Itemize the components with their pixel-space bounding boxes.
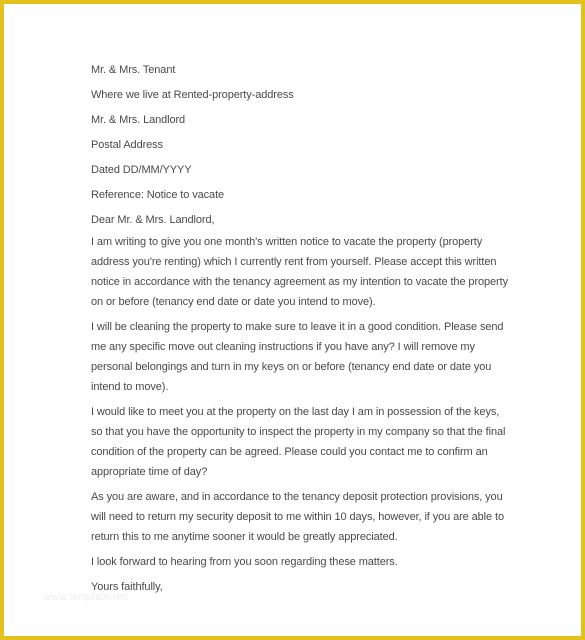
letter-date: Dated DD/MM/YYYY (91, 164, 192, 176)
paragraph-cleaning: I will be cleaning the property to make sure to leave it in a good condition. Please send me any specific move out cleaning instructions if you have any? I will remove my personal belongings and turn in my keys on or before (tenancy end date or date you intend to move). (91, 321, 504, 393)
paragraph-closing-remark: I look forward to hearing from you soon regarding these matters. (91, 556, 398, 568)
sign-off: Yours faithfully, (91, 581, 163, 593)
letter-reference: Reference: Notice to vacate (91, 189, 225, 201)
salutation: Dear Mr. & Mrs. Landlord, (91, 214, 215, 226)
paragraph-notice: I am writing to give you one month's written notice to vacate the property (property address you're renting) which I currently rent from yourself. Please accept this written notice in accordance with the tenancy agreement as my intention to vacate the property on or before (tenancy end date or date you intend to move). (91, 236, 508, 308)
landlord-address: Postal Address (91, 139, 163, 151)
paragraph-inspection: I would like to meet you at the property on the last day I am in possession of the keys, so that you have the opportunity to inspect the property in my company so that the final condition of the property can be agreed. Please could you contact me to confirm an appropriate time of day? (91, 406, 506, 478)
tenant-address: Where we live at Rented-property-address (91, 89, 294, 101)
paragraph-deposit: As you are aware, and in accordance to the tenancy deposit protection provisions, you will need to return my security deposit to me within 10 days, however, if you are able to return this to me anytime sooner it would be greatly appreciated. (91, 491, 504, 543)
watermark: www.template.net (44, 592, 128, 603)
tenant-name: Mr. & Mrs. Tenant (91, 64, 176, 76)
letter-body (91, 62, 511, 602)
landlord-name: Mr. & Mrs. Landlord (91, 114, 186, 126)
